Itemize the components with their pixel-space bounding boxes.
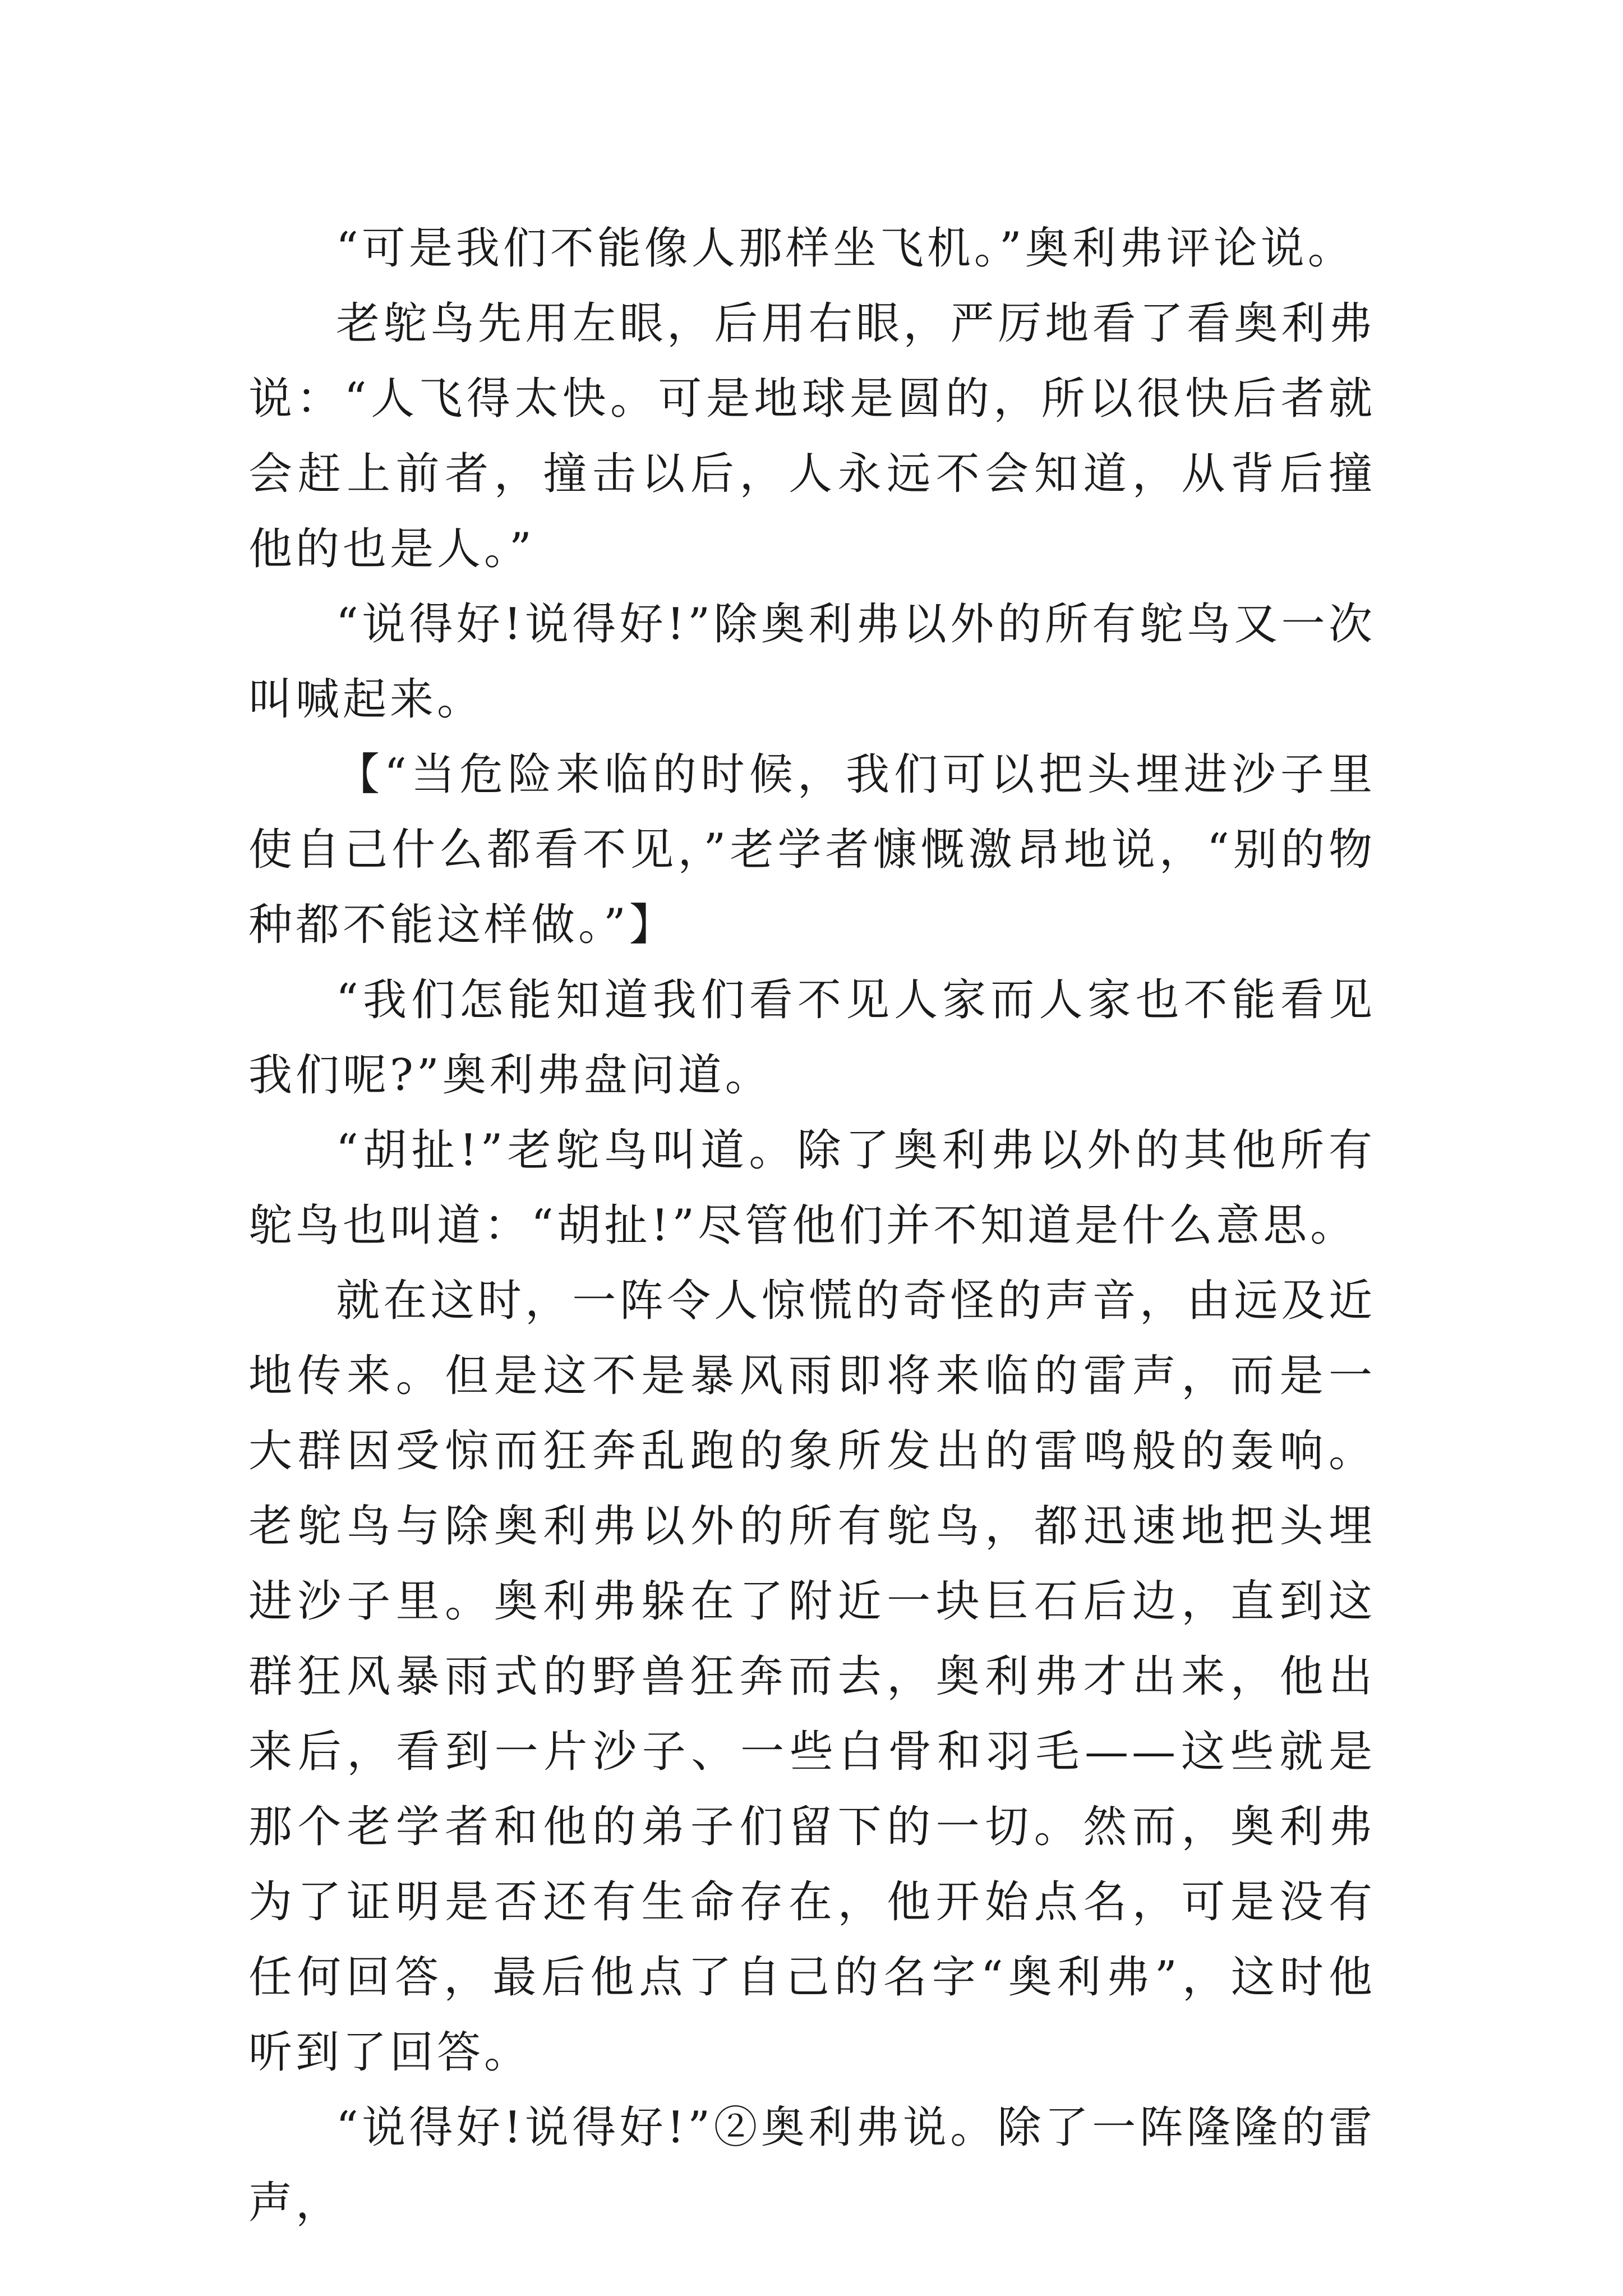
paragraph-8: “说得好!说得好!”②奥利弗说。除了一阵隆隆的雷声， — [248, 2102, 1376, 2228]
paragraph-7: 就在这时，一阵令人惊慌的奇怪的声音，由远及近地传来。但是这不是暴风雨即将来临的雷声，而是一大群因受惊而狂奔乱跑的象所发出的雷鸣般的轰响。老鸵鸟与除奥利弗以外的所有鸵鸟，都迅速地把头埋进沙子里。奥利弗躲在了附近一块巨石后边，直到这群狂风暴雨式的野兽狂奔而去，奥利弗才出来，他出来后，看到一片沙子、一些白骨和羽毛——这些就是那个老学者和他的弟子们留下的一切。然而，奥利弗为了证明是否还有生命存在，他开始点名，可是没有任何回答，最后他点了自己的名字“奥利弗”，这时他听到了回答。 — [248, 1276, 1376, 2078]
paragraph-5: “我们怎能知道我们看不见人家而人家也不能看见我们呢?”奥利弗盘问道。 — [248, 975, 1376, 1101]
paragraph-2: 老鸵鸟先用左眼，后用右眼，严厉地看了看奥利弗说：“人飞得太快。可是地球是圆的，所以很快后者就会赶上前者，撞击以后，人永远不会知道，从背后撞他的也是人。” — [248, 298, 1376, 574]
paragraph-4: 【“当危险来临的时候，我们可以把头埋进沙子里使自己什么都看不见，”老学者慷慨激昂地说，“别的物种都不能这样做。”】 — [248, 749, 1376, 950]
paragraph-1: “可是我们不能像人那样坐飞机。”奥利弗评论说。 — [336, 223, 1355, 274]
paragraph-6: “胡扯!”老鸵鸟叫道。除了奥利弗以外的其他所有鸵鸟也叫道：“胡扯!”尽管他们并不知道是什么意思。 — [248, 1125, 1376, 1251]
body-text — [248, 211, 1376, 2240]
paragraph-3: “说得好!说得好!”除奥利弗以外的所有鸵鸟又一次叫喊起来。 — [248, 599, 1376, 725]
